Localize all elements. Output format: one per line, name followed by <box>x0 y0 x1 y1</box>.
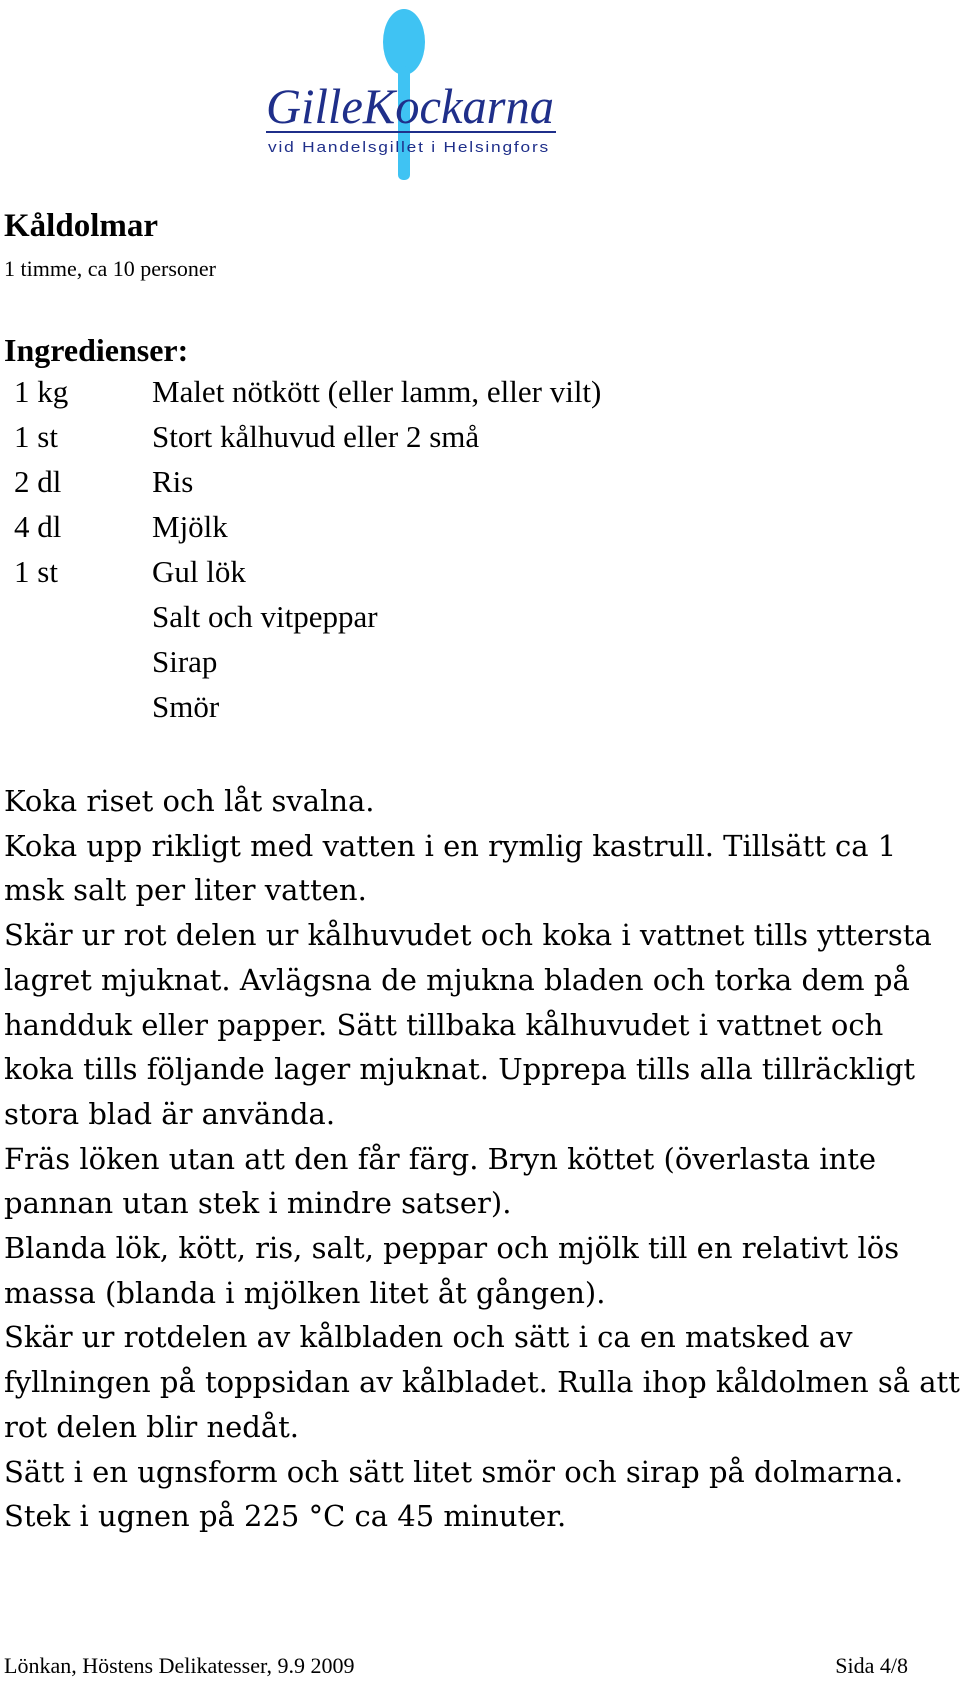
instruction-step: Koka riset och låt svalna. <box>4 784 375 818</box>
ingredient-quantity: 2 dl <box>14 464 62 499</box>
ingredient-name: Ris <box>152 464 194 499</box>
instruction-step: Fräs löken utan att den får färg. Bryn köttet (överlasta inte pannan utan stek i mindre satser). <box>4 1141 877 1221</box>
ingredient-name: Smör <box>152 689 220 724</box>
ingredient-name: Sirap <box>152 644 218 679</box>
instruction-step: Sätt i en ugnsform och sätt litet smör och sirap på dolmarna. <box>4 1454 904 1489</box>
gillekockarna-logo <box>266 4 566 182</box>
ingredient-row <box>0 369 960 414</box>
recipe-title: Kåldolmar <box>4 208 158 244</box>
ingredient-quantity: 1 st <box>14 419 58 454</box>
instruction-step: Koka upp rikligt med vatten i en rymlig kastrull. Tillsätt ca 1 msk salt per liter vatten. <box>4 828 897 908</box>
ingredient-row <box>0 549 960 594</box>
ingredient-quantity: 1 kg <box>14 374 69 409</box>
recipe-subtitle: 1 timme, ca 10 personer <box>4 256 216 281</box>
ingredient-name: Mjölk <box>152 509 228 544</box>
logo-brand-text: GilleKockarna <box>266 78 554 134</box>
ingredient-quantity: 1 st <box>14 554 58 589</box>
footer-page-number: Sida 4/8 <box>835 1653 908 1678</box>
logo-tagline-text: vid Handelsgillet i Helsingfors <box>268 140 550 156</box>
ingredients-heading: Ingredienser: <box>4 332 189 368</box>
ingredients-list <box>0 369 960 729</box>
ingredient-row <box>0 504 960 549</box>
instructions <box>4 779 960 1539</box>
instruction-step: Skär ur rot delen ur kålhuvudet och koka i vattnet tills yttersta lagret mjuknat. Avlägsna de mjukna bladen och torka dem på handduk eller papper. Sätt tillbaka kålhuvudet i vattnet och koka tills följande lager mjuknat. Upprepa tills alla tillräckligt stora blad är använda. <box>4 918 932 1131</box>
ingredient-quantity: 4 dl <box>14 509 62 544</box>
ingredient-row <box>0 639 960 684</box>
ingredient-name: Stort kålhuvud eller 2 små <box>152 419 480 454</box>
ingredient-row <box>0 594 960 639</box>
ingredient-name: Salt och vitpeppar <box>152 599 378 634</box>
ingredient-row <box>0 684 960 729</box>
footer-source: Lönkan, Höstens Delikatesser, 9.9 2009 <box>4 1653 355 1678</box>
instruction-step: Skär ur rotdelen av kålbladen och sätt i ca en matsked av fyllningen på toppsidan av kålbladet. Rulla ihop kåldolmen så att rot delen blir nedåt. <box>4 1320 960 1444</box>
instruction-step: Stek i ugnen på 225 °C ca 45 minuter. <box>4 1499 567 1534</box>
ingredient-row <box>0 414 960 459</box>
ingredient-row <box>0 459 960 504</box>
ingredient-name: Malet nötkött (eller lamm, eller vilt) <box>152 374 602 409</box>
ingredient-name: Gul lök <box>152 554 246 589</box>
instruction-step: Blanda lök, kött, ris, salt, peppar och mjölk till en relativt lös massa (blanda i mjölken litet åt gången). <box>4 1231 900 1310</box>
